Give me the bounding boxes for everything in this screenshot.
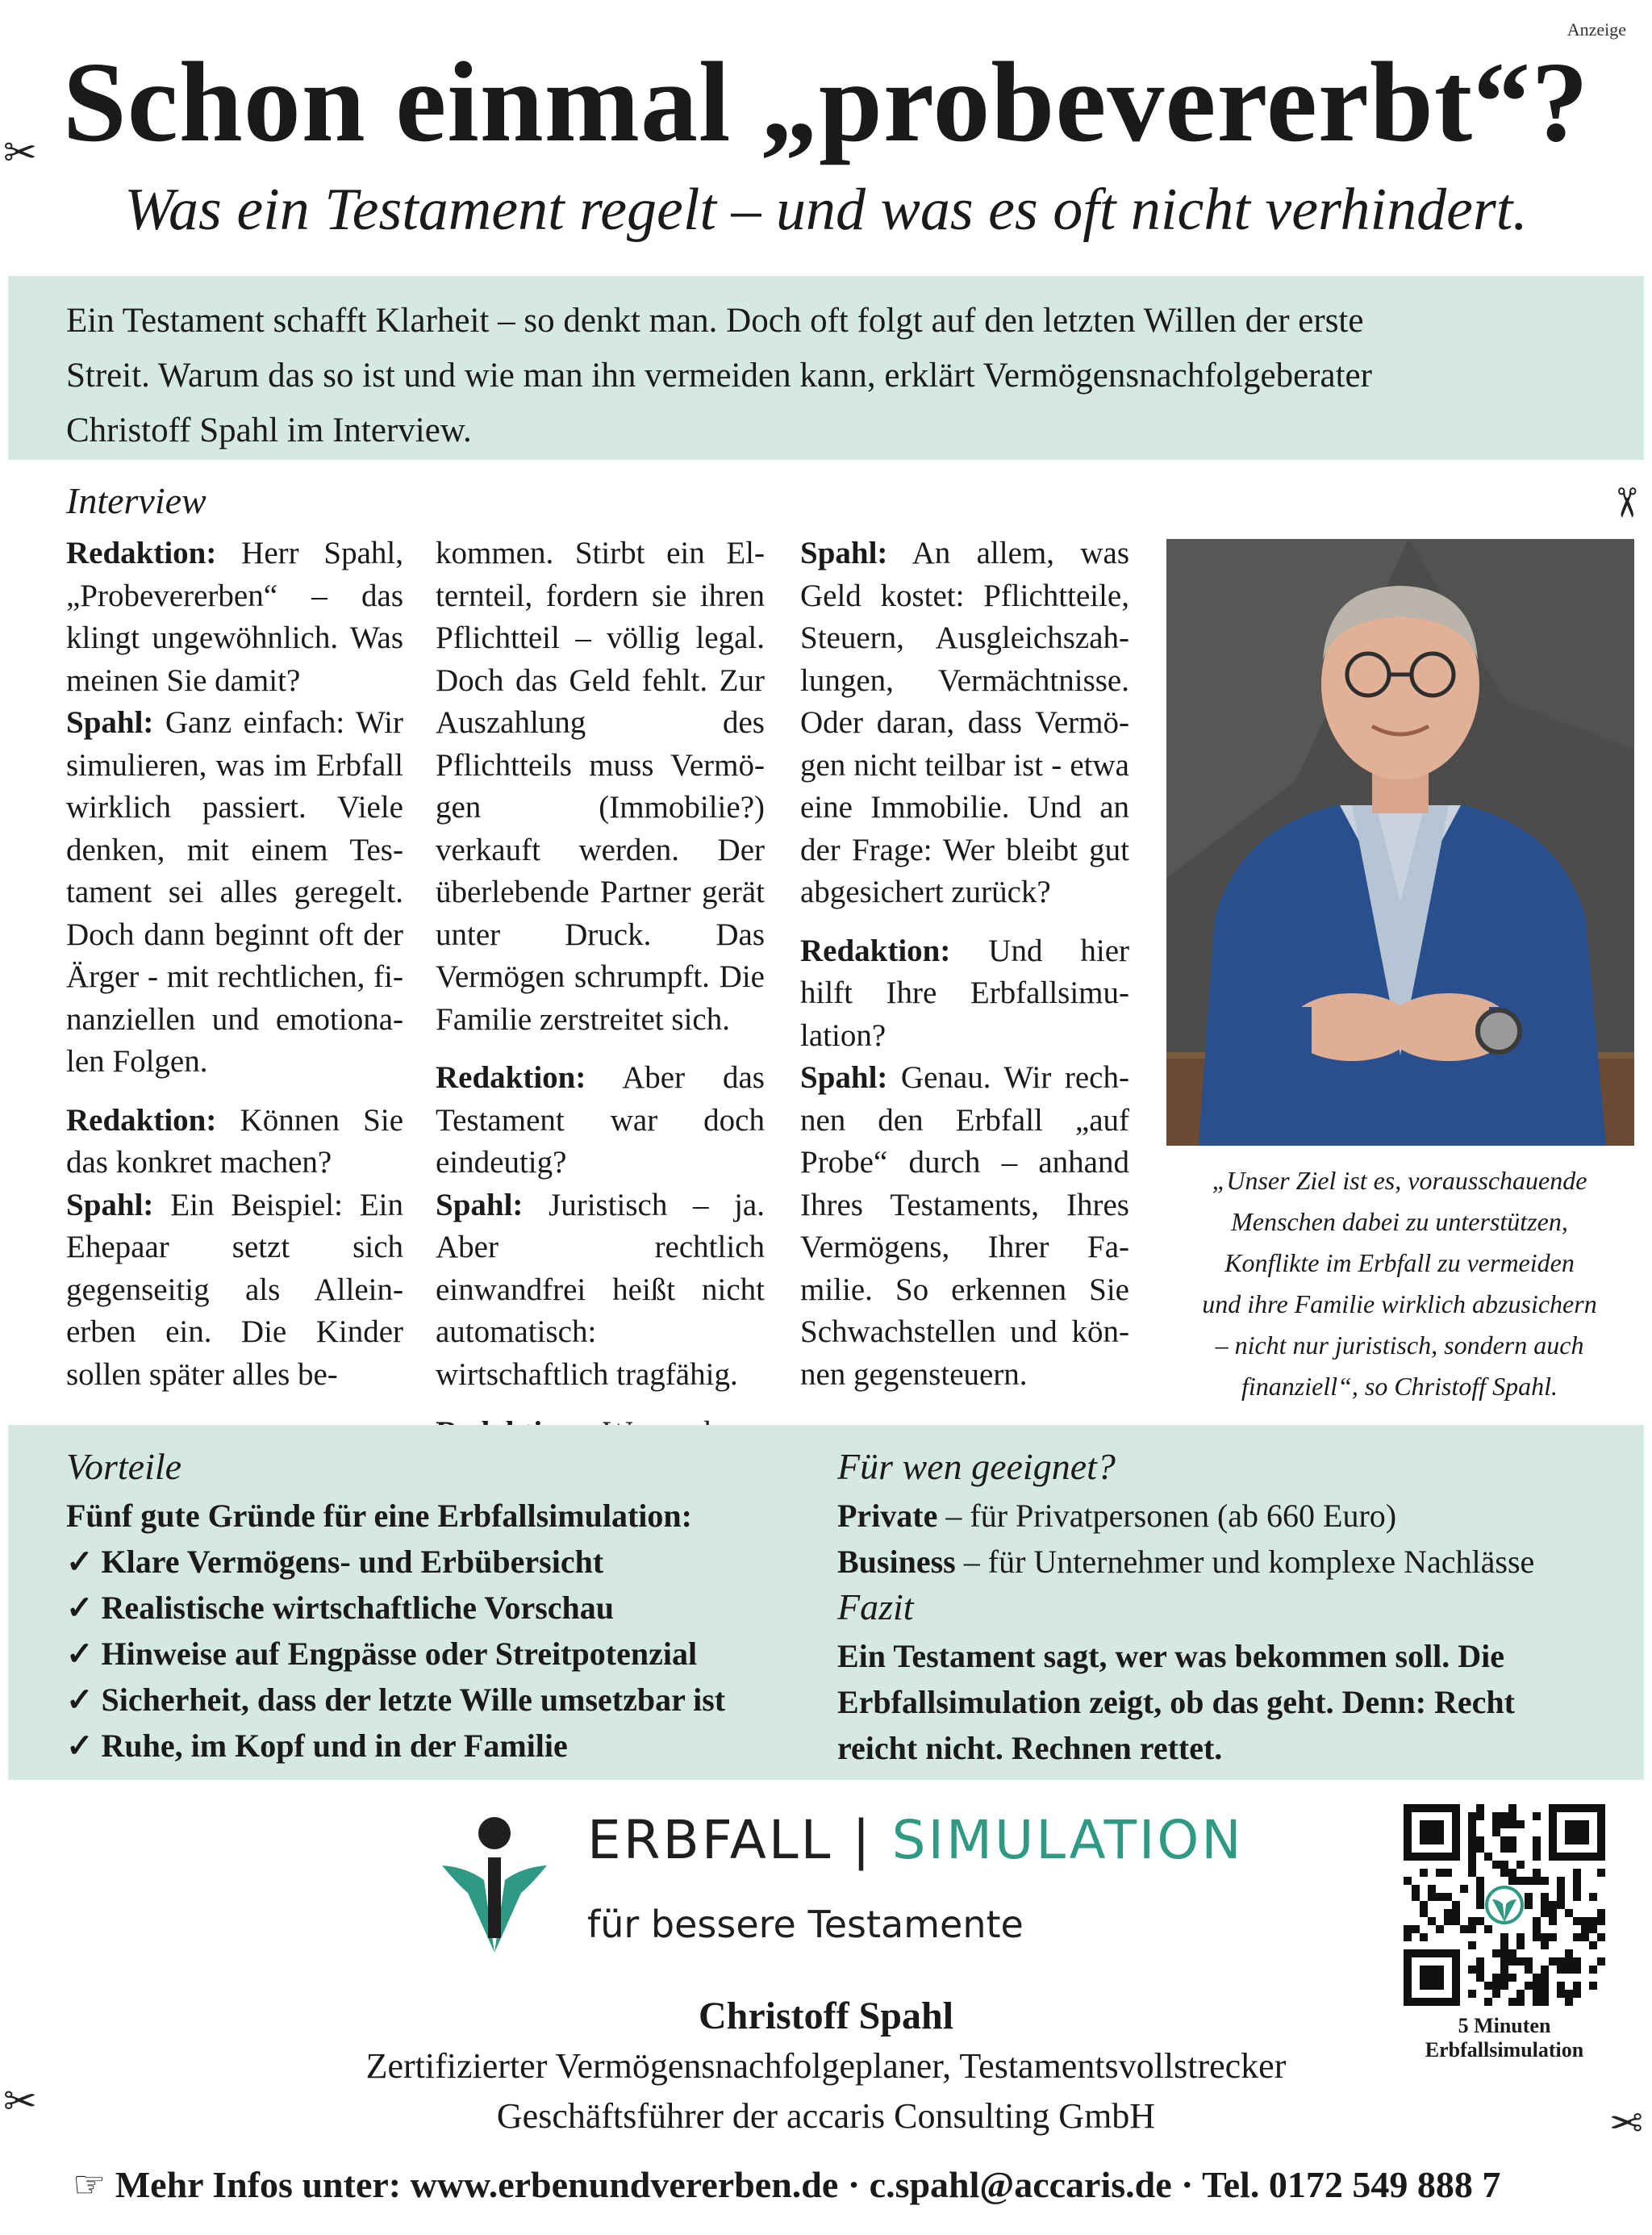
caption-line: und ihre Familie wirklich abzusichern — [1202, 1289, 1597, 1318]
audience-title: Für wen geeignet? — [837, 1446, 1116, 1487]
interview-paragraph — [66, 1100, 403, 1184]
speaker-label: Spahl: — [66, 705, 154, 740]
benefits-lead: Fünf gute Gründe für eine Erbfallsimulation: — [66, 1498, 692, 1534]
speaker-label: Redaktion: — [66, 1102, 217, 1138]
interview-column-2 — [436, 533, 765, 1513]
portrait-illustration — [1166, 539, 1634, 1146]
scissors-icon: ✂ — [3, 2078, 37, 2124]
paragraph-text: Ganz einfach: Wir simulieren, was im Erbfall wirklich passiert. Viele denken, mit einem Testament sei alles geregelt. Doch dann beginnt oft der Ärger - mit rechtlichen, finanziellen und emotionalen Folgen. — [66, 705, 403, 1079]
interview-paragraph — [800, 1057, 1129, 1396]
fazit-line: Erbfallsimulation zeigt, ob das geht. Denn: Recht — [837, 1684, 1515, 1720]
contact-role: Zertifizierter Vermögensnachfolgeplaner, Testamentsvollstrecker — [365, 2046, 1287, 2086]
interview-paragraph — [800, 930, 1129, 1058]
interview-paragraph — [800, 533, 1129, 914]
benefits-title: Vorteile — [66, 1446, 182, 1487]
qr-caption-line: 5 Minuten — [1458, 2014, 1551, 2037]
benefit-text: Ruhe, im Kopf und in der Familie — [101, 1727, 568, 1764]
advertisement-page — [3, 8, 1650, 2227]
check-icon: ✓ — [66, 1636, 94, 1672]
caption-line: finanziell“, so Christoff Spahl. — [1241, 1372, 1558, 1401]
intro-line: Christoff Spahl im Interview. — [66, 411, 472, 449]
fazit-line: Ein Testament sagt, wer was bekommen soll. Die — [837, 1638, 1505, 1674]
audience-text: – für Privatpersonen (ab 660 Euro) — [937, 1498, 1397, 1534]
brand-logo — [442, 1809, 1249, 1954]
benefit-item — [66, 1631, 824, 1677]
speaker-label: Redaktion: — [800, 933, 951, 968]
paragraph-text: Genau. Wir rechnen den Erbfall „auf Probe“ durch – anhand Ihres Testaments, Ihres Vermögens, Ihrer Familie. So erkennen Sie Schwachstellen und können gegensteuern. — [800, 1060, 1129, 1392]
brand-figure-icon — [442, 1815, 547, 1953]
brand-tagline: für bessere Testamente — [587, 1903, 1024, 1946]
fazit-line: reicht nicht. Rechnen rettet. — [837, 1730, 1223, 1766]
footer-prefix: Mehr Infos unter: — [115, 2164, 402, 2205]
scissors-icon: ✂ — [1602, 486, 1650, 520]
interview-paragraph — [66, 702, 403, 1084]
benefit-item — [66, 1677, 824, 1723]
contact-role: Geschäftsführer der accaris Consulting GmbH — [496, 2096, 1156, 2136]
intro-line: Streit. Warum das so ist und wie man ihn vermeiden kann, erklärt Vermögensnachfolgeberater — [66, 357, 1372, 395]
interview-paragraph — [436, 533, 765, 1041]
brand-wordmark — [587, 1809, 1244, 1871]
caption-line: Konflikte im Erbfall zu vermeiden — [1224, 1248, 1575, 1277]
speaker-label: Redaktion: — [436, 1060, 586, 1095]
paragraph-text: Juristisch – ja. Aber rechtlich einwandfrei heißt nicht automatisch: wirtschaftlich tragfähig. — [436, 1187, 765, 1392]
paragraph-text: Und hier hilft Ihre Erbfallsimulation? — [800, 933, 1129, 1053]
fazit-title: Fazit — [837, 1586, 914, 1627]
qr-code-icon — [1404, 1804, 1605, 2006]
phone-number[interactable]: Tel. 0172 549 888 7 — [1202, 2164, 1501, 2205]
pointing-hand-icon: ☞ — [73, 2162, 106, 2206]
audience-label: Business — [837, 1544, 956, 1580]
speaker-label: Spahl: — [436, 1187, 524, 1222]
headline: Schon einmal „probevererbt“? — [62, 38, 1590, 165]
audience-label: Private — [837, 1498, 938, 1534]
benefit-text: Sicherheit, dass der letzte Wille umsetzbar ist — [101, 1681, 726, 1718]
email-link[interactable]: c.spahl@accaris.de — [869, 2164, 1172, 2205]
check-icon: ✓ — [66, 1590, 94, 1626]
check-icon: ✓ — [66, 1681, 94, 1718]
ad-label: Anzeige — [1566, 19, 1626, 40]
intro-line: Ein Testament schafft Klarheit – so denkt man. Doch oft folgt auf den letzten Willen der erste — [66, 302, 1364, 340]
benefit-text: Klare Vermögens- und Erbübersicht — [101, 1544, 604, 1580]
brand-separator: | — [852, 1809, 873, 1871]
interview-paragraph — [66, 1184, 403, 1397]
audience-text: – für Unternehmer und komplexe Nachlässe — [955, 1544, 1535, 1580]
paragraph-text: Aber das Testament war doch eindeutig? — [436, 1060, 765, 1180]
speaker-label: Spahl: — [800, 1060, 888, 1095]
speaker-label: Spahl: — [66, 1187, 154, 1222]
check-icon: ✓ — [66, 1544, 94, 1580]
intro-band — [8, 276, 1644, 460]
brand-part1: ERBFALL — [587, 1809, 833, 1871]
scissors-icon: ✂ — [3, 129, 37, 176]
paragraph-text: An allem, was Geld kostet: Pflichtteile, Steuern, Ausgleichszahlungen, Vermächtnisse. Oder daran, dass Vermögen nicht teilbar ist - etwa eine Immobilie. Und an der Frage: Wer bleibt gut abgesichert zurück? — [800, 536, 1129, 909]
website-link[interactable]: www.erbenundvererben.de — [410, 2164, 839, 2205]
interview-column-3 — [800, 533, 1129, 1412]
speaker-label: Redaktion: — [66, 536, 217, 570]
benefit-text: Hinweise auf Engpässe oder Streitpotenzial — [101, 1636, 698, 1672]
audience-column — [837, 1444, 1628, 1771]
benefit-item — [66, 1585, 824, 1631]
interview-paragraph — [66, 533, 403, 702]
paragraph-text: Können Sie das konkret machen? — [66, 1102, 403, 1180]
photo-caption — [1137, 1160, 1652, 1407]
footer-info: ☞ Mehr Infos unter: www.erbenundvererben.de · c.spahl@accaris.de · Tel. 0172 549 888 7 — [73, 2162, 1501, 2206]
speaker-label: Spahl: — [800, 536, 888, 570]
benefit-item — [66, 1539, 824, 1585]
benefits-column — [66, 1444, 824, 1769]
paragraph-text: Ein Beispiel: Ein Ehepaar setzt sich gegenseitig als Alleinerben ein. Die Kinder sollen später alles be- — [66, 1187, 403, 1392]
contact-name: Christoff Spahl — [698, 1995, 954, 2037]
paragraph-text: kommen. Stirbt ein Elternteil, fordern sie ihren Pflichtteil – völlig legal. Doch das Geld fehlt. Zur Auszahlung des Pflichtteils muss Vermögen (Immobilie?) verkauft werden. Der überlebende Partner gerät unter Druck. Das Vermögen schrumpft. Die Familie zerstreitet sich. — [436, 536, 765, 1037]
contact-block — [8, 1991, 1644, 2141]
interview-column-1 — [66, 533, 403, 1412]
portrait-photo — [1166, 539, 1634, 1146]
qr-caption-line: Erbfallsimulation — [1425, 2038, 1584, 2062]
check-icon: ✓ — [66, 1727, 94, 1764]
caption-line: „Unser Ziel ist es, vorausschauende — [1212, 1166, 1587, 1195]
interview-paragraph — [436, 1184, 765, 1397]
audience-item — [837, 1539, 1628, 1585]
subheadline: Was ein Testament regelt – und was es oft nicht verhindert. — [124, 177, 1528, 243]
benefit-text: Realistische wirtschaftliche Vorschau — [101, 1590, 615, 1626]
interview-paragraph — [436, 1057, 765, 1184]
audience-item — [837, 1493, 1628, 1539]
scissors-icon: ✂ — [1609, 2098, 1643, 2145]
paragraph-text: Herr Spahl, „Probevererben“ – das klingt ungewöhnlich. Was meinen Sie damit? — [66, 536, 403, 698]
caption-line: – nicht nur juristisch, sondern auch — [1215, 1331, 1584, 1360]
caption-line: Menschen dabei zu unterstützen, — [1231, 1207, 1568, 1236]
benefits-band — [8, 1425, 1644, 1780]
brand-part2: SIMULATION — [891, 1809, 1244, 1871]
interview-title: Interview — [66, 480, 206, 521]
qr-code[interactable] — [1404, 1804, 1605, 2006]
benefit-item — [66, 1723, 824, 1769]
